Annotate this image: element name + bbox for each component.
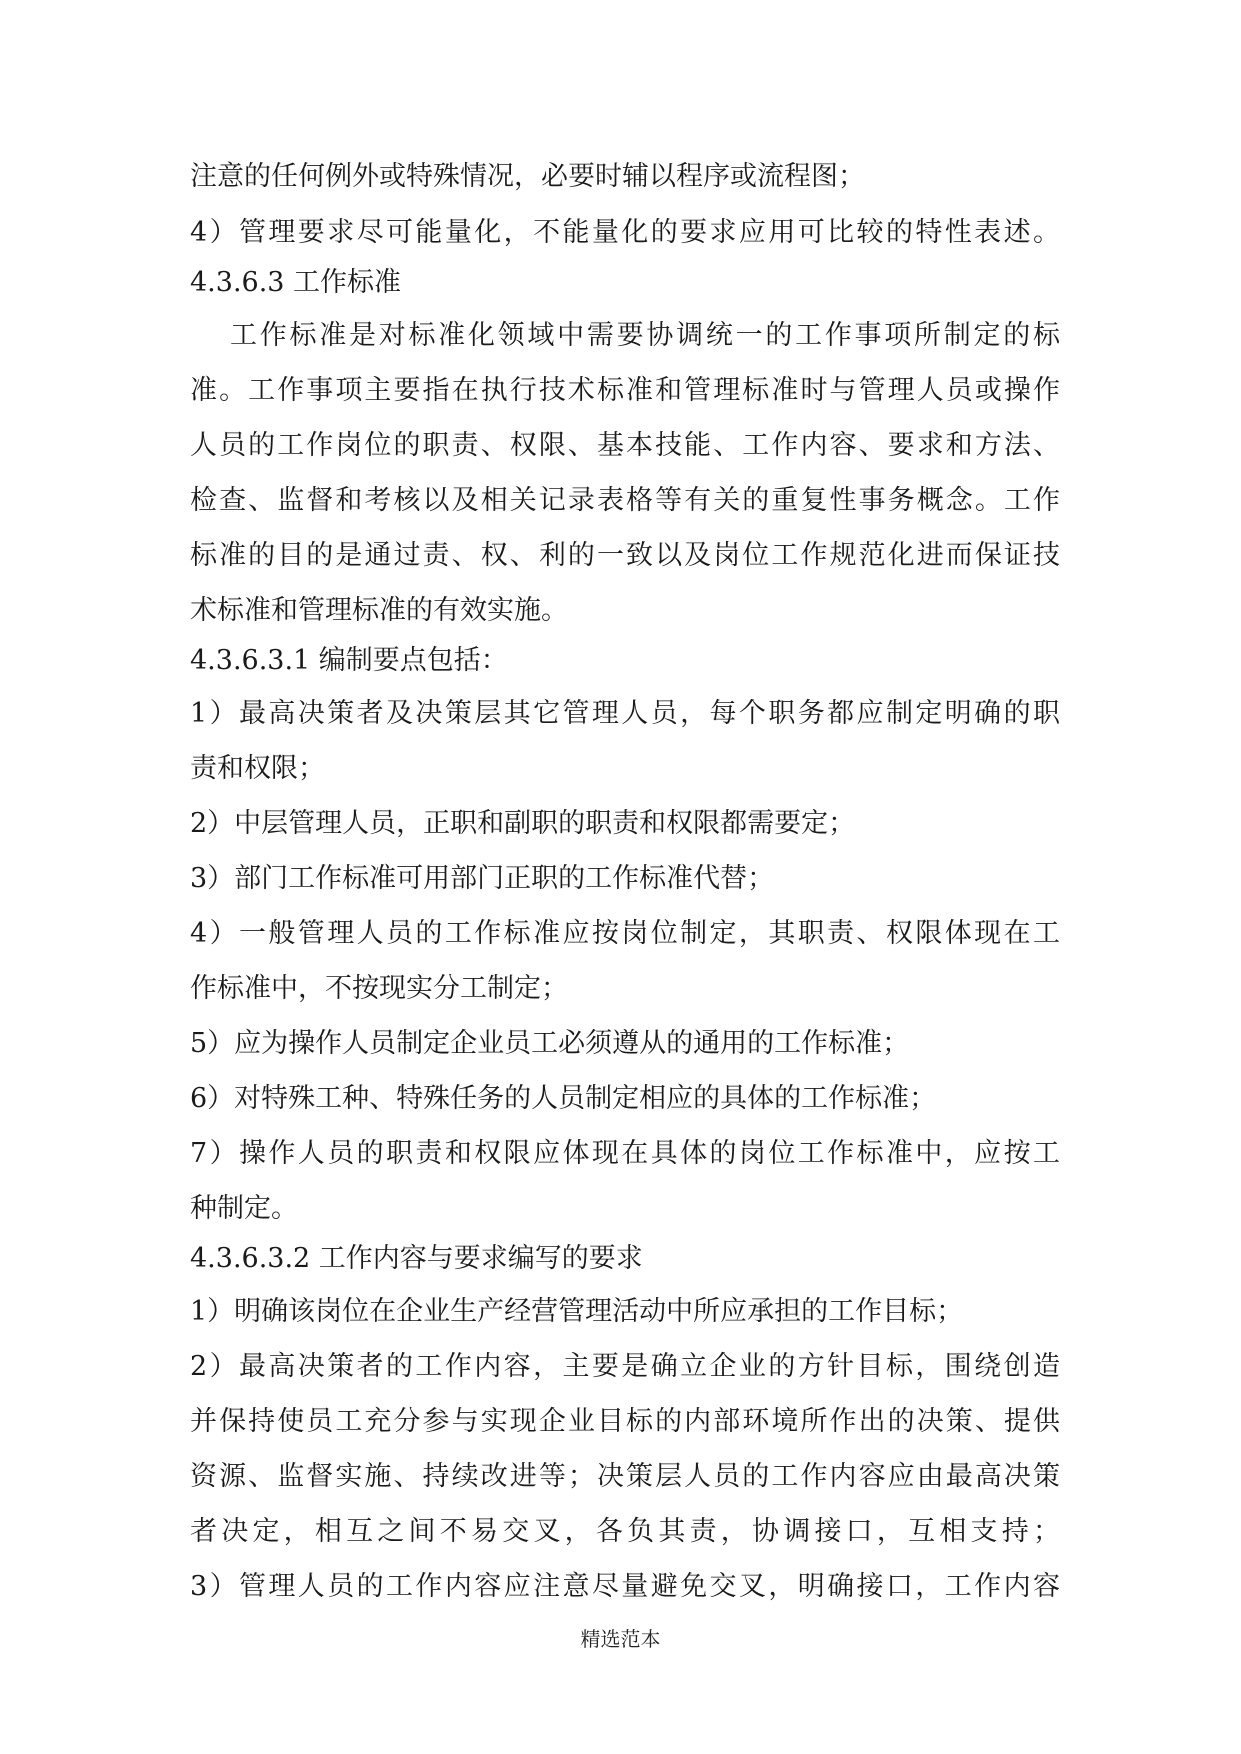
text-line: 1）最高决策者及决策层其它管理人员，每个职务都应制定明确的职 xyxy=(190,698,1060,729)
text-line: 资源、监督实施、持续改进等；决策层人员的工作内容应由最高决策 xyxy=(190,1461,1060,1492)
text-line: 工作标准是对标准化领域中需要协调统一的工作事项所制定的标 xyxy=(230,320,1060,351)
text-line: 检查、监督和考核以及相关记录表格等有关的重复性事务概念。工作 xyxy=(190,485,1060,516)
text-line: 5）应为操作人员制定企业员工必须遵从的通用的工作标准； xyxy=(190,1028,910,1059)
text-line: 4）一般管理人员的工作标准应按岗位制定，其职责、权限体现在工 xyxy=(190,918,1060,949)
page-footer: 精选范本 xyxy=(580,1627,661,1651)
text-line: 注意的任何例外或特殊情况，必要时辅以程序或流程图； xyxy=(190,161,865,192)
section-heading: 4.3.6.3.1 编制要点包括： xyxy=(190,645,508,676)
text-line: 者决定，相互之间不易交叉，各负其责，协调接口，互相支持； xyxy=(190,1516,1060,1547)
section-heading: 4.3.6.3 工作标准 xyxy=(190,267,402,298)
text-line: 术标准和管理标准的有效实施。 xyxy=(190,595,568,626)
text-line: 7）操作人员的职责和权限应体现在具体的岗位工作标准中，应按工 xyxy=(190,1138,1060,1169)
text-line: 责和权限； xyxy=(190,753,325,784)
text-line: 3）部门工作标准可用部门正职的工作标准代替； xyxy=(190,863,775,894)
text-line: 4）管理要求尽可能量化，不能量化的要求应用可比较的特性表述。 xyxy=(190,217,1060,248)
text-line: 6）对特殊工种、特殊任务的人员制定相应的具体的工作标准； xyxy=(190,1083,937,1114)
text-line: 作标准中，不按现实分工制定； xyxy=(190,973,568,1004)
text-line: 并保持使员工充分参与实现企业目标的内部环境所作出的决策、提供 xyxy=(190,1406,1060,1437)
text-line: 2）最高决策者的工作内容，主要是确立企业的方针目标，围绕创造 xyxy=(190,1351,1060,1382)
text-line: 2）中层管理人员，正职和副职的职责和权限都需要定； xyxy=(190,808,856,839)
section-heading: 4.3.6.3.2 工作内容与要求编写的要求 xyxy=(190,1243,643,1274)
text-line: 准。工作事项主要指在执行技术标准和管理标准时与管理人员或操作 xyxy=(190,375,1060,406)
text-line: 标准的目的是通过责、权、利的一致以及岗位工作规范化进而保证技 xyxy=(190,540,1060,571)
text-line: 人员的工作岗位的职责、权限、基本技能、工作内容、要求和方法、 xyxy=(190,430,1060,461)
text-line: 1）明确该岗位在企业生产经营管理活动中所应承担的工作目标； xyxy=(190,1296,964,1327)
text-line: 种制定。 xyxy=(190,1193,298,1224)
text-line: 3）管理人员的工作内容应注意尽量避免交叉，明确接口，工作内容 xyxy=(190,1571,1060,1602)
